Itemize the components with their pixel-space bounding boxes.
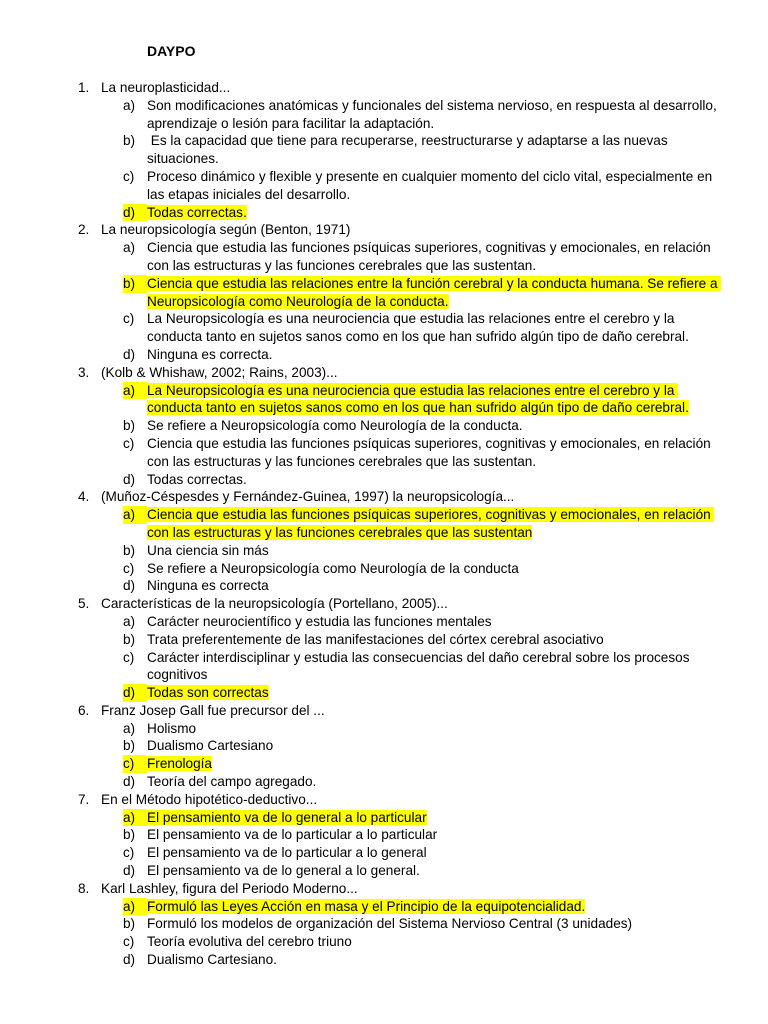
- option-text: El pensamiento va de lo particular a lo particular: [147, 827, 438, 843]
- option-item-correct: [123, 755, 728, 773]
- option-item: [123, 560, 728, 578]
- option-item: [123, 542, 728, 560]
- option-text-wrap: [147, 773, 728, 791]
- option-item: [123, 862, 728, 880]
- option-text: Formuló los modelos de organización del Sistema Nervioso Central (3 unidades): [147, 916, 633, 932]
- question-item: [78, 488, 728, 595]
- question-line: [78, 880, 728, 898]
- question-item: [78, 79, 728, 221]
- option-text: Se refiere a Neuropsicología como Neurología de la conducta.: [147, 418, 523, 434]
- option-letter: a): [123, 382, 147, 400]
- option-item: [123, 346, 728, 364]
- option-letter: b): [123, 916, 136, 932]
- option-text: Ninguna es correcta: [147, 578, 269, 594]
- option-text-wrap: [147, 755, 728, 773]
- option-text: Holismo: [147, 720, 197, 736]
- highlighted-answer-text: Formuló las Leyes Acción en masa y el Principio de la equipotencialidad.: [147, 898, 586, 914]
- option-letter: a): [123, 720, 136, 736]
- question-line: [78, 221, 728, 239]
- option-text-wrap: [147, 97, 728, 133]
- option-item: [123, 737, 728, 755]
- option-text: La Neuropsicología es una neurociencia que estudia las relaciones entre el cerebro y la conducta tanto en sujetos sanos como en los que han sufrido algún tipo de daño cerebral.: [147, 311, 689, 345]
- option-letter: c): [123, 311, 135, 327]
- highlighted-answer-text: Ciencia que estudia las relaciones entre la función cerebral y la conducta humana. Se refiere a Neuropsicología como Neurología de la conducta.: [147, 275, 722, 309]
- option-text-wrap: [147, 933, 728, 951]
- option-letter: b): [123, 418, 136, 434]
- question-text: Características de la neuropsicología (Portellano, 2005)...: [101, 596, 448, 612]
- option-text: Ciencia que estudia las funciones psíquicas superiores, cognitivas y emocionales, en relación con las estructuras y las funciones cerebrales que las sustentan.: [147, 240, 715, 273]
- option-letter: a): [123, 898, 147, 916]
- option-text: Se refiere a Neuropsicología como Neurología de la conducta: [147, 560, 519, 576]
- option-text-wrap: [147, 826, 728, 844]
- option-letter: d): [123, 346, 136, 362]
- option-letter: c): [123, 845, 135, 861]
- option-text: Teoría evolutiva del cerebro triuno: [147, 934, 352, 950]
- option-text-wrap: [147, 506, 728, 542]
- option-item-correct: [123, 204, 728, 222]
- question-text: La neuroplasticidad...: [101, 80, 231, 95]
- option-text-wrap: [147, 577, 728, 595]
- option-item: [123, 417, 728, 435]
- question-item: [78, 595, 728, 702]
- option-item: [123, 773, 728, 791]
- option-item: [123, 168, 728, 204]
- option-letter: a): [123, 809, 147, 827]
- option-text: Dualismo Cartesiano.: [147, 952, 277, 968]
- option-text-wrap: [147, 560, 728, 578]
- option-text-wrap: [147, 168, 728, 204]
- question-line: [78, 595, 728, 613]
- option-item: [123, 239, 728, 275]
- option-letter: b): [123, 827, 136, 843]
- question-item: [78, 221, 728, 363]
- option-letter: a): [123, 613, 136, 629]
- option-list: [123, 613, 728, 702]
- question-text: La neuropsicología según (Benton, 1971): [101, 222, 351, 238]
- highlighted-answer-text: Ciencia que estudia las funciones psíquicas superiores, cognitivas y emocionales, en relación con las estructuras y las funciones cerebrales que las sustentan: [147, 507, 715, 540]
- option-letter: c): [123, 560, 135, 576]
- highlighted-answer-text: Todas correctas.: [147, 204, 247, 220]
- option-text-wrap: [147, 631, 728, 649]
- option-text: Teoría del campo agregado.: [147, 774, 317, 790]
- option-text-wrap: [147, 346, 728, 364]
- option-list: [123, 97, 728, 222]
- question-line: [78, 702, 728, 720]
- option-list: [123, 239, 728, 364]
- option-item: [123, 577, 728, 595]
- option-text: Trata preferentemente de las manifestaciones del córtex cerebral asociativo: [147, 631, 604, 647]
- question-number: 3.: [78, 364, 90, 380]
- option-text-wrap: [147, 471, 728, 489]
- question-number: 1.: [78, 80, 90, 95]
- option-list: [123, 506, 728, 595]
- option-list: [123, 898, 728, 969]
- question-number: 8.: [78, 880, 90, 896]
- option-letter: a): [123, 240, 136, 256]
- option-text-wrap: [147, 649, 728, 685]
- option-item: [123, 951, 728, 969]
- option-letter: c): [123, 168, 135, 184]
- option-text-wrap: [147, 844, 728, 862]
- option-text-wrap: [147, 951, 728, 969]
- option-item: [123, 435, 728, 471]
- question-line: [78, 79, 728, 97]
- option-text-wrap: [147, 435, 728, 471]
- question-number: 6.: [78, 702, 90, 718]
- option-text-wrap: [147, 204, 728, 222]
- highlighted-answer-text: Frenología: [147, 756, 212, 772]
- option-item: [123, 649, 728, 685]
- option-letter: d): [123, 684, 147, 702]
- option-text-wrap: [147, 310, 728, 346]
- option-item: [123, 471, 728, 489]
- option-item-correct: [123, 275, 728, 311]
- option-list: [123, 809, 728, 880]
- option-text: Ciencia que estudia las funciones psíquicas superiores, cognitivas y emocionales, en relación con las estructuras y las funciones cerebrales que las sustentan.: [147, 435, 715, 469]
- option-letter: c): [123, 755, 147, 773]
- question-item: [78, 364, 728, 489]
- option-item: [123, 613, 728, 631]
- document-title: DAYPO: [147, 43, 196, 59]
- option-text-wrap: [147, 132, 728, 168]
- option-text-wrap: [147, 542, 728, 560]
- option-item: [123, 97, 728, 133]
- question-line: [78, 364, 728, 382]
- option-item: [123, 844, 728, 862]
- option-letter: b): [123, 631, 136, 647]
- question-item: [78, 791, 728, 880]
- option-item: [123, 933, 728, 951]
- option-letter: b): [123, 542, 136, 558]
- option-text-wrap: [147, 684, 728, 702]
- question-number: 2.: [78, 222, 90, 238]
- question-line: [78, 488, 728, 506]
- option-letter: b): [123, 275, 147, 293]
- question-text: (Kolb & Whishaw, 2002; Rains, 2003)...: [101, 364, 338, 380]
- option-item: [123, 631, 728, 649]
- option-letter: b): [123, 738, 136, 754]
- option-list: [123, 720, 728, 791]
- option-letter: d): [123, 204, 147, 222]
- option-text: Dualismo Cartesiano: [147, 738, 274, 754]
- option-text: Son modificaciones anatómicas y funcionales del sistema nervioso, en respuesta al desarrollo, aprendizaje o lesión para facilitar la adaptación.: [147, 97, 721, 131]
- highlighted-answer-text: Todas son correctas: [147, 685, 269, 701]
- option-text: Es la capacidad que tiene para recuperarse, reestructurarse y adaptarse a las nuevas situaciones.: [147, 133, 672, 167]
- question-item: [78, 880, 728, 969]
- option-item: [123, 310, 728, 346]
- option-item: [123, 826, 728, 844]
- option-text-wrap: [147, 862, 728, 880]
- option-letter: c): [123, 649, 135, 665]
- question-number: 7.: [78, 791, 90, 807]
- option-text-wrap: [147, 382, 728, 418]
- option-item: [123, 720, 728, 738]
- option-text-wrap: [147, 915, 728, 933]
- option-text: El pensamiento va de lo general a lo general.: [147, 863, 420, 879]
- option-letter: a): [123, 506, 147, 524]
- option-letter: a): [123, 97, 136, 113]
- option-text-wrap: [147, 613, 728, 631]
- option-text-wrap: [147, 417, 728, 435]
- option-text-wrap: [147, 239, 728, 275]
- option-item: [123, 132, 728, 168]
- question-number: 4.: [78, 489, 90, 505]
- question-list: [78, 79, 728, 969]
- option-text-wrap: [147, 737, 728, 755]
- question-line: [78, 791, 728, 809]
- option-letter: d): [123, 774, 136, 790]
- option-text-wrap: [147, 720, 728, 738]
- question-item: [78, 702, 728, 791]
- option-letter: d): [123, 578, 136, 594]
- option-item: [123, 915, 728, 933]
- question-text: Franz Josep Gall fue precursor del ...: [101, 702, 325, 718]
- option-text: Carácter neurocientífico y estudia las funciones mentales: [147, 613, 492, 629]
- question-text: (Muñoz-Céspesdes y Fernández-Guinea, 1997) la neuropsicología...: [101, 489, 515, 505]
- option-letter: d): [123, 952, 136, 968]
- option-letter: d): [123, 471, 136, 487]
- option-text: Todas correctas.: [147, 471, 247, 487]
- highlighted-answer-text: El pensamiento va de lo general a lo particular: [147, 809, 427, 825]
- option-letter: b): [123, 133, 136, 149]
- question-number: 5.: [78, 596, 90, 612]
- option-text-wrap: [147, 898, 728, 916]
- option-letter: c): [123, 435, 135, 451]
- option-list: [123, 382, 728, 489]
- question-text: Karl Lashley, figura del Periodo Moderno...: [101, 880, 358, 896]
- option-text: Proceso dinámico y flexible y presente en cualquier momento del ciclo vital, especialmente en las etapas iniciales del desarrollo.: [147, 168, 716, 202]
- option-text: El pensamiento va de lo particular a lo general: [147, 845, 427, 861]
- option-text: Una ciencia sin más: [147, 542, 269, 558]
- option-text: Carácter interdisciplinar y estudia las consecuencias del daño cerebral sobre los procesos cognitivos: [147, 649, 694, 683]
- highlighted-answer-text: La Neuropsicología es una neurociencia que estudia las relaciones entre el cerebro y la conducta tanto en sujetos sanos como en los que han sufrido algún tipo de daño cerebral.: [147, 382, 689, 416]
- question-text: En el Método hipotético-deductivo...: [101, 791, 318, 807]
- option-text: Ninguna es correcta.: [147, 346, 273, 362]
- option-item-correct: [123, 809, 728, 827]
- option-item-correct: [123, 684, 728, 702]
- option-item-correct: [123, 898, 728, 916]
- option-text-wrap: [147, 275, 728, 311]
- option-text-wrap: [147, 809, 728, 827]
- option-item-correct: [123, 382, 728, 418]
- option-item-correct: [123, 506, 728, 542]
- option-letter: c): [123, 934, 135, 950]
- option-letter: d): [123, 863, 136, 879]
